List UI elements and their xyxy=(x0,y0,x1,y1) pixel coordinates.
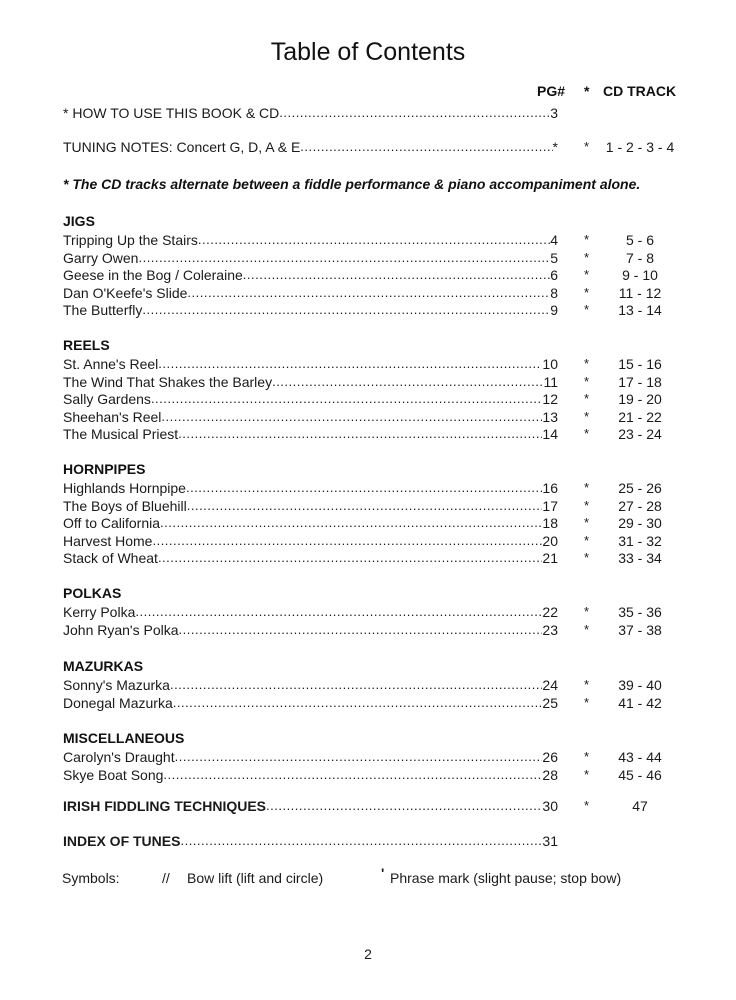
entry-title: Kerry Polka xyxy=(63,604,136,620)
dot-leader xyxy=(300,138,552,156)
toc-entry xyxy=(0,373,736,391)
entry-page: 25 xyxy=(542,694,558,711)
toc-entry xyxy=(0,249,736,267)
entry-cd-track: 17 - 18 xyxy=(618,373,662,390)
dot-leader xyxy=(279,104,550,122)
entry-title: Geese in the Bog / Coleraine xyxy=(63,267,243,284)
entry-asterisk: * xyxy=(584,677,590,692)
entry-asterisk: * xyxy=(584,426,590,442)
dot-leader xyxy=(272,373,543,391)
entry-page: 18 xyxy=(542,515,558,532)
entry-cd-track: 43 - 44 xyxy=(618,749,662,765)
entry-cd-track: 35 - 36 xyxy=(618,604,662,620)
dot-leader xyxy=(198,231,550,249)
entry-asterisk: * xyxy=(584,284,590,300)
entry-page: 3 xyxy=(550,105,558,121)
toc-entry-index-of-tunes xyxy=(0,832,736,850)
toc-entry xyxy=(0,355,736,373)
entry-asterisk: * xyxy=(584,766,590,782)
header-asterisk: * xyxy=(584,83,590,99)
entry-asterisk: * xyxy=(584,798,590,813)
entry-asterisk: * xyxy=(584,391,590,407)
dot-leader xyxy=(180,832,542,850)
entry-page: 23 xyxy=(542,621,558,638)
bow-lift-symbol: // xyxy=(162,870,170,886)
toc-entry xyxy=(0,497,736,515)
section-heading: REELS xyxy=(63,337,110,353)
dot-leader xyxy=(152,532,542,550)
entry-page: 8 xyxy=(550,284,558,301)
entry-title: Sally Gardens xyxy=(63,391,151,408)
dot-leader xyxy=(170,676,542,694)
dot-leader xyxy=(158,355,542,373)
entry-cd-track: 25 - 26 xyxy=(618,480,662,496)
toc-entry xyxy=(0,231,736,249)
toc-entry xyxy=(0,532,736,550)
entry-title: Carolyn's Draught xyxy=(63,749,175,765)
entry-title: * HOW TO USE THIS BOOK & CD xyxy=(63,105,280,121)
entry-page: 30 xyxy=(542,798,558,814)
entry-asterisk: * xyxy=(584,621,590,637)
symbols-label: Symbols: xyxy=(62,870,120,886)
entry-title: Dan O'Keefe's Slide xyxy=(63,284,188,301)
entry-page: 22 xyxy=(542,604,558,620)
entry-cd-track: 5 - 6 xyxy=(625,232,654,248)
entry-asterisk: * xyxy=(584,267,590,283)
toc-entry xyxy=(0,766,736,784)
dot-leader xyxy=(243,266,550,284)
toc-entry xyxy=(0,479,736,497)
entry-title: TUNING NOTES: Concert G, D, A & E xyxy=(63,139,301,155)
entry-cd-track: 13 - 14 xyxy=(618,302,662,319)
section-heading: MISCELLANEOUS xyxy=(63,730,185,746)
entry-page: 24 xyxy=(542,677,558,693)
entry-cd-track: 21 - 22 xyxy=(618,408,662,425)
entry-title: Tripping Up the Stairs xyxy=(63,232,198,248)
toc-entry-tuning-notes xyxy=(0,138,736,156)
bow-lift-description: Bow lift (lift and circle) xyxy=(187,870,324,886)
entry-asterisk: * xyxy=(584,532,590,548)
entry-asterisk: * xyxy=(584,480,590,495)
entry-asterisk: * xyxy=(584,232,590,247)
entry-asterisk: * xyxy=(584,373,590,389)
entry-asterisk: * xyxy=(584,604,590,619)
dot-leader xyxy=(186,479,542,497)
entry-page: 31 xyxy=(542,833,558,849)
entry-page: 6 xyxy=(550,267,558,284)
entry-asterisk: * xyxy=(584,356,590,371)
entry-page: 5 xyxy=(550,249,558,266)
header-cd-track: CD TRACK xyxy=(603,83,677,99)
entry-title: IRISH FIDDLING TECHNIQUES xyxy=(63,798,267,814)
cd-note: * The CD tracks alternate between a fiddle performance & piano accompaniment alone. xyxy=(63,176,641,192)
dot-leader xyxy=(179,621,543,639)
dot-leader xyxy=(138,249,550,267)
entry-page: 28 xyxy=(542,766,558,783)
toc-entry xyxy=(0,425,736,443)
entry-title: Donegal Mazurka xyxy=(63,694,173,711)
entry-asterisk: * xyxy=(584,302,590,318)
phrase-mark-symbol: ' xyxy=(381,865,385,881)
entry-title: The Musical Priest xyxy=(63,426,179,443)
section-heading: HORNPIPES xyxy=(63,461,146,477)
dot-leader xyxy=(142,301,550,319)
entry-title: The Wind That Shakes the Barley xyxy=(63,373,273,390)
entry-asterisk: * xyxy=(584,139,590,154)
entry-title: The Butterfly xyxy=(63,302,143,319)
symbols-legend xyxy=(62,865,702,890)
entry-cd-track: 11 - 12 xyxy=(618,284,662,301)
dot-leader xyxy=(161,408,542,426)
header-page-number: PG# xyxy=(537,83,566,99)
entry-cd-track: 9 - 10 xyxy=(622,267,658,284)
dot-leader xyxy=(266,797,542,815)
entry-page: 16 xyxy=(542,480,558,496)
entry-title: John Ryan's Polka xyxy=(63,621,179,638)
entry-page: 17 xyxy=(542,497,558,514)
toc-entry-how-to-use xyxy=(0,104,736,122)
entry-asterisk: * xyxy=(584,408,590,424)
entry-cd-track: 33 - 34 xyxy=(618,550,662,567)
entry-asterisk: * xyxy=(584,497,590,513)
entry-cd-track: 15 - 16 xyxy=(618,356,662,372)
entry-asterisk: * xyxy=(584,249,590,265)
dot-leader xyxy=(173,694,543,712)
entry-cd-track: 1 - 2 - 3 - 4 xyxy=(605,139,675,155)
entry-page: 21 xyxy=(542,550,558,567)
entry-page: 4 xyxy=(550,232,558,248)
dot-leader xyxy=(151,390,542,408)
entry-cd-track: 19 - 20 xyxy=(618,391,662,408)
dot-leader xyxy=(158,549,542,567)
section-heading: POLKAS xyxy=(63,585,122,601)
entry-cd-track: 31 - 32 xyxy=(618,532,662,549)
toc-entry xyxy=(0,676,736,694)
entry-page: * xyxy=(552,139,558,155)
entry-page: 13 xyxy=(542,408,558,425)
dot-leader xyxy=(163,766,542,784)
phrase-mark-description: Phrase mark (slight pause; stop bow) xyxy=(390,870,622,886)
entry-cd-track: 7 - 8 xyxy=(625,249,654,266)
entry-title: Harvest Home xyxy=(63,532,153,549)
toc-entry xyxy=(0,266,736,284)
toc-entry xyxy=(0,694,736,712)
entry-page: 26 xyxy=(542,749,558,765)
entry-cd-track: 23 - 24 xyxy=(618,426,662,443)
toc-entry xyxy=(0,390,736,408)
page-number: 2 xyxy=(364,946,372,962)
toc-entry xyxy=(0,514,736,532)
entry-asterisk: * xyxy=(584,749,590,764)
entry-cd-track: 37 - 38 xyxy=(618,621,662,638)
toc-entry xyxy=(0,408,736,426)
entry-title: Highlands Hornpipe xyxy=(63,480,186,496)
entry-title: INDEX OF TUNES xyxy=(63,833,181,849)
entry-cd-track: 29 - 30 xyxy=(618,515,662,532)
entry-title: The Boys of Bluehill xyxy=(63,497,187,514)
toc-entry xyxy=(0,301,736,319)
entry-title: Garry Owen xyxy=(63,249,139,266)
entry-title: Skye Boat Song xyxy=(63,766,164,783)
toc-entry xyxy=(0,603,736,621)
entry-page: 11 xyxy=(543,373,558,390)
entry-asterisk: * xyxy=(584,515,590,531)
dot-leader xyxy=(175,748,543,766)
entry-asterisk: * xyxy=(584,694,590,710)
entry-title: Sonny's Mazurka xyxy=(63,677,170,693)
entry-title: Off to California xyxy=(63,515,161,532)
toc-entry xyxy=(0,549,736,567)
entry-title: St. Anne's Reel xyxy=(63,356,159,372)
entry-page: 9 xyxy=(550,302,558,319)
toc-entry xyxy=(0,284,736,302)
entry-page: 14 xyxy=(542,426,558,443)
entry-title: Stack of Wheat xyxy=(63,550,158,567)
toc-entry-fiddling-techniques xyxy=(0,797,736,815)
toc-entry xyxy=(0,748,736,766)
dot-leader xyxy=(187,497,543,515)
entry-cd-track: 27 - 28 xyxy=(618,497,662,514)
entry-page: 20 xyxy=(542,532,558,549)
entry-title: Sheehan's Reel xyxy=(63,408,162,425)
entry-page: 10 xyxy=(542,356,558,372)
section-heading: MAZURKAS xyxy=(63,658,144,674)
toc-entry xyxy=(0,621,736,639)
page-title: Table of Contents xyxy=(270,38,466,66)
entry-cd-track: 45 - 46 xyxy=(618,766,662,783)
entry-cd-track: 41 - 42 xyxy=(618,694,662,711)
section-heading: JIGS xyxy=(63,213,95,229)
dot-leader xyxy=(178,425,542,443)
dot-leader xyxy=(187,284,550,302)
dot-leader xyxy=(160,514,542,532)
dot-leader xyxy=(135,603,542,621)
entry-cd-track: 47 xyxy=(632,798,648,814)
entry-page: 12 xyxy=(542,391,558,408)
entry-asterisk: * xyxy=(584,550,590,566)
entry-cd-track: 39 - 40 xyxy=(618,677,662,693)
